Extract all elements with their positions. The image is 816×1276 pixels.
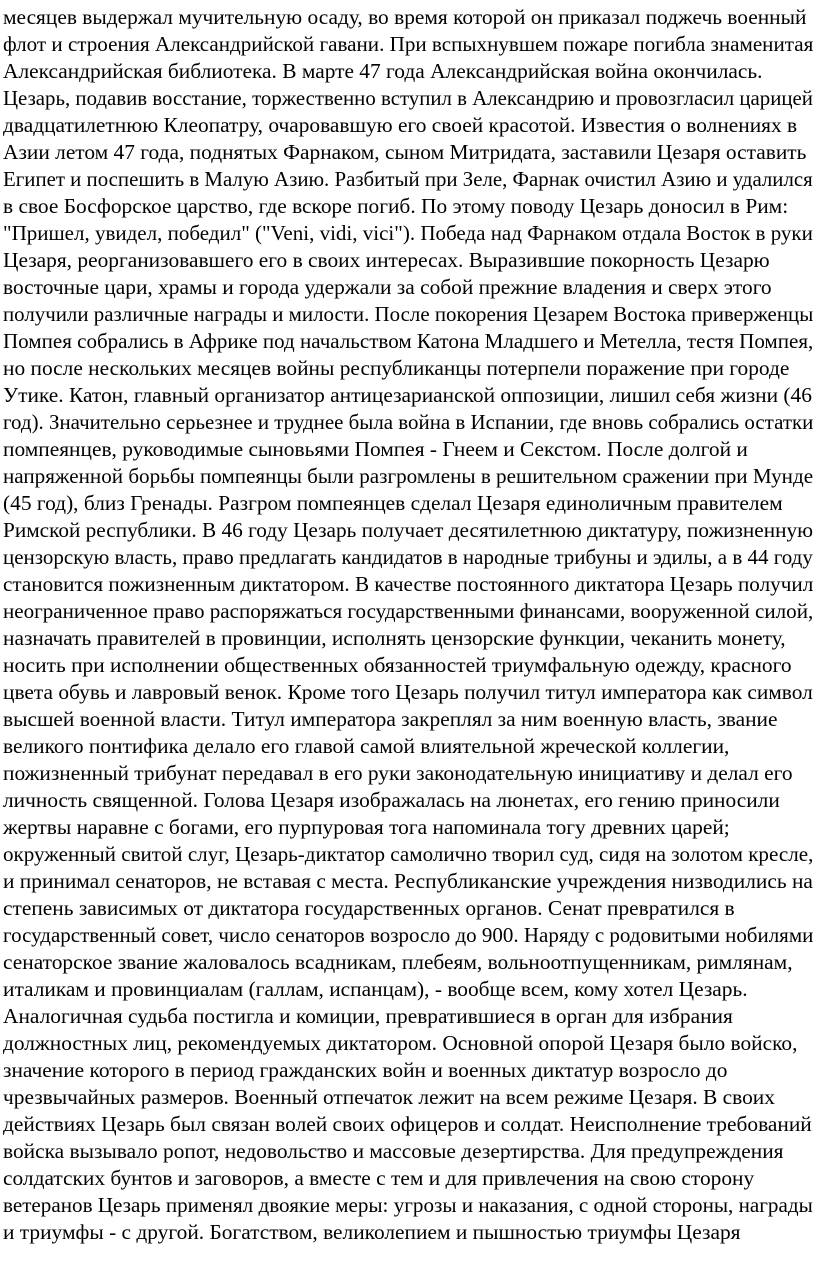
text-line: Египет и поспешить в Малую Азию. Разбитый при Зеле, Фарнак очистил Азию и удалился bbox=[3, 167, 813, 191]
text-line: год). Значительно серьезнее и труднее была война в Испании, где вновь собрались остатки bbox=[3, 410, 814, 434]
text-line: назначать правителей в провинции, исполнять цензорские функции, чеканить монету, bbox=[3, 626, 786, 650]
text-line: окруженный свитой слуг, Цезарь-диктатор самолично творил суд, сидя на золотом кресле, bbox=[3, 842, 814, 866]
text-line: Аналогичная судьба постигла и комиции, превратившиеся в орган для избрания bbox=[3, 1004, 733, 1028]
text-line: но после нескольких месяцев войны республиканцы потерпели поражение при городе bbox=[3, 356, 790, 380]
text-line: Александрийская библиотека. В марте 47 года Александрийская война окончилась. bbox=[3, 59, 763, 83]
text-line: двадцатилетнюю Клеопатру, очаровавшую его своей красотой. Известия о волнениях в bbox=[3, 113, 798, 137]
text-line: жертвы наравне с богами, его пурпуровая тога напоминала тогу древних царей; bbox=[3, 815, 730, 839]
text-line: великого понтифика делало его главой самой влиятельной жреческой коллегии, bbox=[3, 734, 730, 758]
text-line: восточные цари, храмы и города удержали за собой прежние владения и сверх этого bbox=[3, 275, 772, 299]
text-line: италикам и провинциалам (галлам, испанцам), - вообще всем, кому хотел Цезарь. bbox=[3, 977, 748, 1001]
text-line: носить при исполнении общественных обязанностей триумфальную одежду, красного bbox=[3, 653, 792, 677]
text-line: Помпея собрались в Африке под начальством Катона Младшего и Метелла, тестя Помпея, bbox=[3, 329, 814, 353]
text-line: цвета обувь и лавровый венок. Кроме того Цезарь получил титул императора как символ bbox=[3, 680, 813, 704]
text-line: личность священной. Голова Цезаря изображалась на люнетах, его гению приносили bbox=[3, 788, 780, 812]
text-line: Римской республики. В 46 году Цезарь получает десятилетнюю диктатуру, пожизненную bbox=[3, 518, 813, 542]
text-line: неограниченное право распоряжаться государственными финансами, вооруженной силой, bbox=[3, 599, 814, 623]
text-line: пожизненный трибунат передавал в его руки законодательную инициативу и делал его bbox=[3, 761, 793, 785]
text-line: получили различные награды и милости. После покорения Цезарем Востока приверженцы bbox=[3, 302, 814, 326]
text-line: и триумфы - с другой. Богатством, великолепием и пышностью триумфы Цезаря bbox=[3, 1220, 741, 1244]
text-line: цензорскую власть, право предлагать кандидатов в народные трибуны и эдилы, а в 44 году bbox=[3, 545, 813, 569]
text-line: помпеянцев, руководимые сыновьями Помпея - Гнеем и Секстом. После долгой и bbox=[3, 437, 748, 461]
text-line: ветеранов Цезарь применял двоякие меры: угрозы и наказания, с одной стороны, награды bbox=[3, 1193, 813, 1217]
text-line: значение которого в период гражданских войн и военных диктатур возросло до bbox=[3, 1058, 728, 1082]
text-line: в свое Босфорское царство, где вскоре погиб. По этому поводу Цезарь доносил в Рим: bbox=[3, 194, 789, 218]
text-line: напряженной борьбы помпеянцы были разгромлены в решительном сражении при Мунде bbox=[3, 464, 814, 488]
text-line: степень зависимых от диктатора государственных органов. Сенат превратился в bbox=[3, 896, 735, 920]
text-line: действиях Цезарь был связан волей своих офицеров и солдат. Неисполнение требований bbox=[3, 1112, 812, 1136]
text-line: Утике. Катон, главный организатор антицезарианской оппозиции, лишил себя жизни (46 bbox=[3, 383, 812, 407]
text-line: флот и строения Александрийской гавани. При вспыхнувшем пожаре погибла знаменитая bbox=[3, 32, 814, 56]
text-line: высшей военной власти. Титул императора закреплял за ним военную власть, звание bbox=[3, 707, 778, 731]
text-line: месяцев выдержал мучительную осаду, во время которой он приказал поджечь военный bbox=[3, 5, 807, 29]
text-line: становится пожизненным диктатором. В качестве постоянного диктатора Цезарь получил bbox=[3, 572, 814, 596]
text-line: Цезаря, реорганизовавшего его в своих интересах. Выразившие покорность Цезарю bbox=[3, 248, 770, 272]
text-line: Цезарь, подавив восстание, торжественно вступил в Александрию и провозгласил царицей bbox=[3, 86, 813, 110]
text-line: войска вызывало ропот, недовольство и массовые дезертирства. Для предупреждения bbox=[3, 1139, 784, 1163]
text-line: и принимал сенаторов, не вставая с места. Республиканские учреждения низводились на bbox=[3, 869, 813, 893]
text-line: чрезвычайных размеров. Военный отпечаток лежит на всем режиме Цезаря. В своих bbox=[3, 1085, 775, 1109]
text-line: "Пришел, увидел, победил" ("Veni, vidi, vici"). Победа над Фарнаком отдала Восток в руки bbox=[3, 221, 813, 245]
text-line: сенаторское звание жаловалось всадникам, плебеям, вольноотпущенникам, римлянам, bbox=[3, 950, 793, 974]
text-line: Азии летом 47 года, поднятых Фарнаком, сыном Митридата, заставили Цезаря оставить bbox=[3, 140, 807, 164]
text-line: государственный совет, число сенаторов возросло до 900. Наряду с родовитыми нобилями bbox=[3, 923, 814, 947]
text-line: солдатских бунтов и заговоров, а вместе с тем и для привлечения на свою сторону bbox=[3, 1166, 755, 1190]
text-line: (45 год), близ Гренады. Разгром помпеянцев сделал Цезаря единоличным правителем bbox=[3, 491, 783, 515]
text-line: должностных лиц, рекомендуемых диктатором. Основной опорой Цезаря было войско, bbox=[3, 1031, 798, 1055]
